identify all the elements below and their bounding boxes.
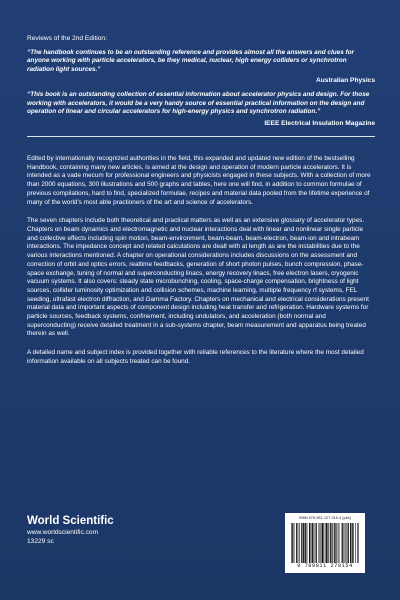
barcode-bar bbox=[307, 523, 308, 563]
barcode-bar bbox=[312, 523, 313, 563]
barcode-bar bbox=[355, 523, 356, 563]
barcode-bar bbox=[293, 523, 294, 563]
barcode-bar bbox=[298, 523, 299, 563]
barcode-bar bbox=[343, 523, 344, 563]
publisher-name: World Scientific bbox=[27, 515, 114, 527]
barcode-bar bbox=[303, 523, 304, 563]
barcode bbox=[285, 513, 365, 573]
barcode-bar bbox=[311, 523, 312, 563]
barcode-bar bbox=[342, 523, 343, 563]
barcode-bar bbox=[325, 523, 326, 563]
publisher-block bbox=[27, 515, 114, 546]
description-paragraph: A detailed name and subject index is provided together with reliable references to the literature where the most detailed information available on all subjects treated can be found. bbox=[27, 349, 364, 365]
barcode-bars bbox=[291, 523, 359, 563]
barcode-bar bbox=[336, 523, 337, 563]
barcode-bar bbox=[302, 523, 303, 563]
barcode-bar bbox=[321, 523, 322, 563]
barcode-bar bbox=[351, 523, 352, 563]
review-item bbox=[27, 91, 375, 128]
review-quote: “The handbook continues to be an outstanding reference and provides almost all the answers and clues for anyone working with particle accelerators, be they medical, nuclear, high energy colliders or synchrotron radiation light sources.” bbox=[27, 48, 355, 73]
barcode-bar bbox=[306, 523, 307, 563]
barcode-bar bbox=[347, 523, 348, 563]
barcode-digits: 9 789811 270154 bbox=[297, 563, 353, 569]
barcode-bar bbox=[328, 523, 329, 563]
barcode-bar bbox=[304, 523, 305, 563]
barcode-bar bbox=[339, 523, 340, 563]
barcode-bar bbox=[348, 523, 349, 563]
barcode-bar bbox=[303, 523, 304, 563]
barcode-bar bbox=[352, 523, 353, 563]
barcode-bar bbox=[326, 523, 327, 563]
barcode-bar bbox=[331, 523, 332, 563]
publisher-code: 13229 sc bbox=[27, 538, 54, 545]
divider bbox=[27, 136, 375, 137]
review-quote: “This book is an outstanding collection of essential information about accelerator physics and design. For those working with accelerators, it would be a very handy source of essential practical information on the design and operation of linear and circular accelerators for high-energy physics and synchrotron radiation.” bbox=[27, 91, 370, 116]
barcode-bar bbox=[292, 523, 293, 563]
review-source: IEEE Electrical Insulation Magazine bbox=[264, 120, 375, 128]
description-paragraph: Edited by internationally recognized authorities in the field, this expanded and updated new edition of the bestselling Handbook, containing many new articles, is aimed at the design and operation of modern particle accelerators. It is intended as a vade mecum for professional engineers and physicists engaged in these subjects. With a collection of more than 2000 equations, 300 illustrations and 500 graphs and tables, here one will find, in addition to common formulae of previous compilations, hard to find, specialized formulae, recipes and material data pooled from the lifetime experience of many of the world's most able practioners of the art and science of accelerators. bbox=[27, 155, 371, 206]
barcode-bar bbox=[319, 523, 320, 563]
barcode-bar bbox=[330, 523, 331, 563]
publisher-url: www.worldscientific.com bbox=[27, 529, 99, 536]
barcode-bar bbox=[352, 523, 353, 563]
barcode-bar bbox=[334, 523, 335, 563]
barcode-bar bbox=[348, 523, 349, 563]
barcode-bar bbox=[291, 523, 292, 563]
barcode-bar bbox=[330, 523, 331, 563]
barcode-bar bbox=[294, 523, 295, 563]
barcode-bar bbox=[344, 523, 345, 563]
barcode-bar bbox=[327, 523, 328, 563]
barcode-bar bbox=[326, 523, 327, 563]
barcode-bar bbox=[335, 523, 336, 563]
barcode-bar bbox=[296, 523, 297, 563]
barcode-bar bbox=[332, 523, 333, 563]
barcode-bar bbox=[346, 523, 347, 563]
review-source: Australian Physics bbox=[315, 77, 375, 85]
barcode-bar bbox=[297, 523, 298, 563]
description-paragraph: The seven chapters include both theoretical and practical matters as well as an extensive glossary of accelerator types. Chapters on beam dynamics and electromagnetic and nuclear interactions deal with linear and nonlinear single particle and collective effects including spin motion, beam-environment, beam-beam, beam-electron, beam-ion and intrabeam interactions. The impedance concept and related calculations are dealt with at length as are the instabilities due to the various interactions mentioned. A chapter on operational considerations includes discussions on the assessment and correction of orbit and optics errors, realtime feedbacks, generation of short photon pulses, bunch compression, phase-space exchange, tuning of normal and superconducting linacs, energy recovery linacs, free electron lasers, cryogenic vacuum systems. It also covers: steady state microbunching, cooling, space-charge compensation, brightness of light sources, collider luminosity optimization and collision schemes, machine learning, multiple frequency rf systems, FEL seeding, ultrafast electron diffraction, and Gamma Factory. Chapters on mechanical and electrical considerations present material data and important aspects of component design including heat transfer and refrigeration. Hardware systems for particle sources, feedback systems, confinement, including undulators, and acceleration (both normal and superconducting) receive detailed treatment in a sub-systems chapter, beam measurement and apparatus being treated therein as well. bbox=[27, 217, 369, 338]
barcode-bar bbox=[357, 523, 358, 563]
cover-text bbox=[27, 35, 375, 377]
barcode-bar bbox=[358, 523, 359, 563]
barcode-bar bbox=[315, 523, 316, 563]
barcode-bar bbox=[312, 523, 313, 563]
review-item bbox=[27, 49, 375, 86]
barcode-bar bbox=[342, 523, 343, 563]
isbn-label: ISBN 978-981-127-015-4 (pbk) bbox=[298, 516, 352, 520]
barcode-bar bbox=[316, 523, 317, 563]
barcode-bar bbox=[338, 523, 339, 563]
barcode-bar bbox=[301, 523, 302, 563]
barcode-bar bbox=[323, 523, 324, 563]
barcode-bar bbox=[313, 523, 314, 563]
barcode-bar bbox=[310, 523, 311, 563]
barcode-bar bbox=[309, 523, 310, 563]
barcode-bar bbox=[305, 523, 306, 563]
barcode-bar bbox=[316, 523, 317, 563]
barcode-bar bbox=[299, 523, 300, 563]
barcode-bar bbox=[350, 523, 351, 563]
barcode-bar bbox=[334, 523, 335, 563]
barcode-bar bbox=[320, 523, 321, 563]
barcode-bar bbox=[353, 523, 354, 563]
reviews-heading: Reviews of the 2nd Edition: bbox=[27, 35, 107, 42]
barcode-bar bbox=[322, 523, 323, 563]
barcode-bar bbox=[322, 523, 323, 563]
